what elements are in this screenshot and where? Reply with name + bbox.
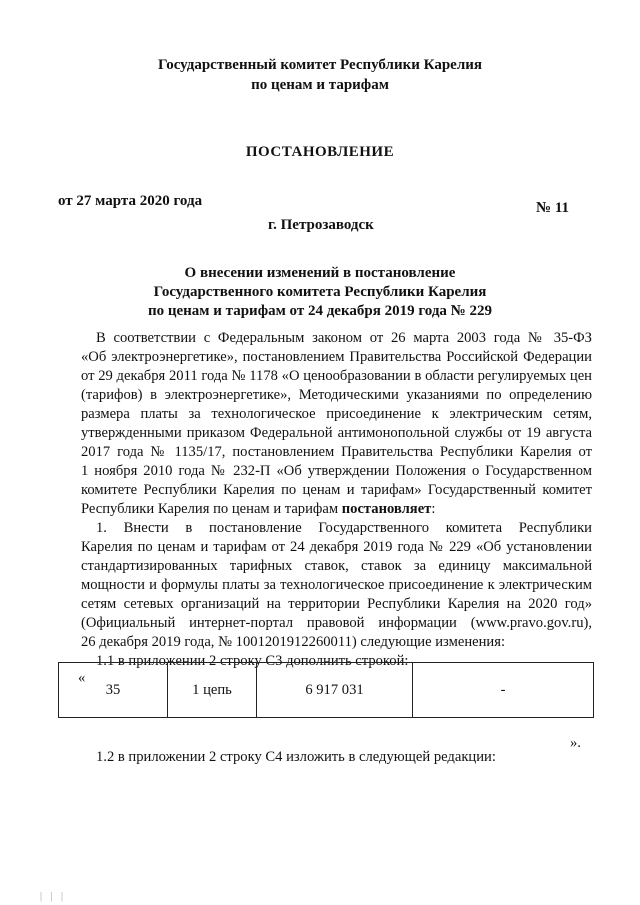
inserted-row-table xyxy=(58,662,594,718)
document-type: ПОСТАНОВЛЕНИЕ xyxy=(245,144,395,160)
decree-verb: постановляет xyxy=(341,501,432,517)
authority-name-line2: по ценам и тарифам xyxy=(251,77,389,93)
body-line: стандартизированных тарифных ставок, ставок за единицу максимальной xyxy=(81,558,592,574)
subject-line-2: Государственного комитета Республики Карелия xyxy=(153,284,487,300)
authority-name-line1: Государственный комитет Республики Карелия xyxy=(158,57,482,73)
body-line: от 29 декабря 2011 года № 1178 «О ценообразовании в области регулируемых цен xyxy=(81,368,592,384)
body-line: Карелия по ценам и тарифам от 24 декабря 2019 года № 229 «Об установлении xyxy=(81,539,592,555)
body-line: В соответствии с Федеральным законом от 26 марта 2003 года № 35-ФЗ xyxy=(96,330,592,346)
body-line: утвержденными приказом Федеральной антимонопольной службы от 19 августа xyxy=(81,425,592,441)
body-line: (тарифов) в электроэнергетике», Методическими указаниями по определению xyxy=(81,387,592,403)
body-line: (Официальный интернет-портал правовой информации (www.pravo.gov.ru), xyxy=(81,615,592,631)
body-line: комитете Республики Карелия по ценам и тарифам» Государственный комитет xyxy=(81,482,592,498)
body-line: «Об электроэнергетике», постановлением Правительства Российской Федерации xyxy=(81,349,592,365)
body-line: 2017 года № 1135/17, постановлением Правительства Республики Карелия от xyxy=(81,444,592,460)
document-date: от 27 марта 2020 года xyxy=(58,193,203,209)
table-row xyxy=(59,663,594,718)
body-text: : xyxy=(431,501,436,517)
scan-artifact-marks: | | | xyxy=(40,891,67,902)
item-1-1: 1.1 в приложении 2 строку С3 дополнить строкой: xyxy=(96,653,409,669)
table-cell: - xyxy=(413,663,594,718)
document-number: № 11 xyxy=(536,200,569,216)
body-line: 1. Внести в постановление Государственного комитета Республики xyxy=(96,520,592,536)
table-cell: 1 цепь xyxy=(168,663,257,718)
body-text: Республики Карелия по ценам и тарифам xyxy=(81,501,342,517)
subject-line-1: О внесении изменений в постановление xyxy=(184,265,456,281)
item-1-2: 1.2 в приложении 2 строку С4 изложить в следующей редакции: xyxy=(96,749,496,765)
body-line: 26 декабря 2019 года, № 1001201912260011) следующие изменения: xyxy=(81,634,505,650)
table-cell: 6 917 031 xyxy=(257,663,413,718)
body-line xyxy=(81,500,592,519)
body-line: мощности и формулы платы за технологическое присоединение к электрическим xyxy=(81,577,592,593)
body-line: размера платы за технологическое присоединение к электрическим сетям, xyxy=(81,406,592,422)
subject-line-3: по ценам и тарифам от 24 декабря 2019 года № 229 xyxy=(147,303,493,319)
body-line: сетям сетевых организаций на территории Республики Карелия на 2020 год» xyxy=(81,596,592,612)
body-line: 1 ноября 2010 года № 232-П «Об утверждении Положения о Государственном xyxy=(81,463,592,479)
quote-open-mark: « xyxy=(78,670,86,686)
quote-close-mark: ». xyxy=(570,735,581,751)
table-cell: 35 xyxy=(59,663,168,718)
document-city: г. Петрозаводск xyxy=(268,217,374,233)
